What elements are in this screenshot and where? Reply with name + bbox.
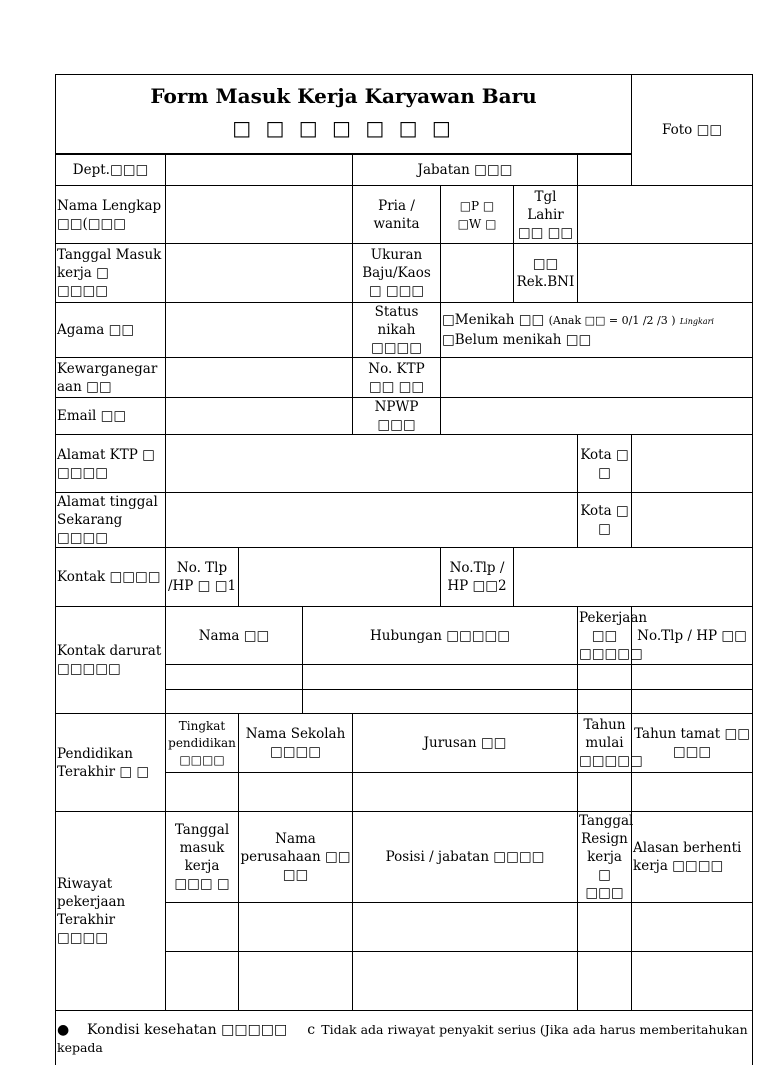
form-title-cell — [56, 75, 632, 154]
lingkari-note: Lingkari — [680, 317, 714, 326]
kontak-label: Kontak □□□□ — [56, 548, 166, 607]
tgl-lahir-label: Tgl Lahir □□ □□ — [514, 186, 578, 244]
email-label: Email □□ — [56, 398, 166, 435]
kota-ktp-label: Kota □ □ — [578, 435, 632, 493]
work-cell[interactable] — [578, 903, 632, 952]
emergency-cell[interactable] — [303, 665, 578, 690]
kota-tinggal-label: Kota □ □ — [578, 493, 632, 548]
emergency-cell[interactable] — [578, 665, 632, 690]
no-tlp-1-label: No. Tlp /HP □ □1 — [166, 548, 239, 607]
work-cell[interactable] — [578, 952, 632, 1011]
nama-lengkap-field[interactable] — [166, 186, 353, 244]
emergency-cell[interactable] — [303, 690, 578, 714]
kota-tinggal-field[interactable] — [632, 493, 753, 548]
work-cell[interactable] — [632, 952, 753, 1011]
work-cell[interactable] — [166, 903, 239, 952]
no-ktp-label: No. KTP □□ □□ — [353, 358, 441, 398]
bullet-icon: ● — [57, 1021, 87, 1039]
pendidikan-label: Pendidikan Terakhir □ □ — [56, 714, 166, 812]
kontak-darurat-label: Kontak darurat □□□□□ — [56, 607, 166, 714]
alamat-ktp-label: Alamat KTP □ □□□□ — [56, 435, 166, 493]
anak-count: (Anak □□ = 0/1 /2 /3 ) — [549, 314, 676, 327]
emergency-col-tlp: No.Tlp / HP □□ — [632, 607, 753, 665]
emergency-col-hubungan: Hubungan □□□□□ — [303, 607, 578, 665]
npwp-label: NPWP □□□ — [353, 398, 441, 435]
education-col-tingkat: Tingkat pendidikan □□□□ — [166, 714, 239, 773]
emergency-col-pekerjaan: Pekerjaan □□ □□□□□ — [578, 607, 632, 665]
work-col-tanggal-masuk: Tanggal masuk kerja □□□ □ — [166, 812, 239, 903]
work-cell[interactable] — [239, 952, 353, 1011]
dept-field[interactable] — [166, 154, 353, 186]
email-field[interactable] — [166, 398, 353, 435]
gender-label: Pria / wanita — [353, 186, 441, 244]
emergency-cell[interactable] — [578, 690, 632, 714]
status-nikah-options[interactable] — [441, 303, 753, 358]
agama-label: Agama □□ — [56, 303, 166, 358]
ukuran-baju-label: Ukuran Baju/Kaos □ □□□ — [353, 244, 441, 303]
no-ktp-field[interactable] — [441, 358, 753, 398]
dept-label: Dept.□□□ — [56, 154, 166, 186]
tanggal-masuk-field[interactable] — [166, 244, 353, 303]
no-tlp-2-field[interactable] — [514, 548, 753, 607]
education-col-tahun-mulai: Tahun mulai □□□□□ — [578, 714, 632, 773]
status-nikah-label: Status nikah □□□□ — [353, 303, 441, 358]
work-cell[interactable] — [632, 903, 753, 952]
kota-ktp-field[interactable] — [632, 435, 753, 493]
alamat-tinggal-label: Alamat tinggal Sekarang □□□□ — [56, 493, 166, 548]
menikah-checkbox[interactable]: □Menikah □□ — [442, 312, 544, 328]
checkbox-icon[interactable]: c — [307, 1021, 321, 1039]
belum-menikah-checkbox[interactable]: □Belum menikah □□ — [442, 332, 591, 348]
employee-entry-form — [55, 74, 752, 1065]
education-cell[interactable] — [632, 773, 753, 812]
kewarganegaraan-field[interactable] — [166, 358, 353, 398]
education-col-sekolah: Nama Sekolah □□□□ — [239, 714, 353, 773]
agama-field[interactable] — [166, 303, 353, 358]
form-title: Form Masuk Kerja Karyawan Baru — [57, 83, 630, 109]
rek-bni-field[interactable] — [578, 244, 753, 303]
nama-lengkap-label: Nama Lengkap □□(□□□ — [56, 186, 166, 244]
alamat-ktp-field[interactable] — [166, 435, 578, 493]
gender-w-checkbox[interactable]: □W □ — [458, 217, 497, 231]
tanggal-masuk-label: Tanggal Masuk kerja □ □□□□ — [56, 244, 166, 303]
emergency-cell[interactable] — [632, 665, 753, 690]
gender-options[interactable] — [441, 186, 514, 244]
kondisi-note: Tidak ada riwayat penyakit serius (Jika ada harus memberitahukan kepada — [57, 1022, 748, 1055]
riwayat-pekerjaan-label: Riwayat pekerjaan Terakhir □□□□ — [56, 812, 166, 1011]
photo-label: Foto □□ — [662, 122, 722, 138]
education-cell[interactable] — [166, 773, 239, 812]
form-subtitle: □ □ □ □ □ □ □ — [57, 119, 630, 137]
no-tlp-2-label: No.Tlp / HP □□2 — [441, 548, 514, 607]
work-cell[interactable] — [353, 903, 578, 952]
form-table — [55, 74, 753, 1065]
rek-bni-label: □□ Rek.BNI — [514, 244, 578, 303]
emergency-cell[interactable] — [632, 690, 753, 714]
education-col-jurusan: Jurusan □□ — [353, 714, 578, 773]
work-cell[interactable] — [166, 952, 239, 1011]
education-cell[interactable] — [353, 773, 578, 812]
work-col-posisi: Posisi / jabatan □□□□ — [353, 812, 578, 903]
work-col-alasan: Alasan berhenti kerja □□□□ — [632, 812, 753, 903]
kewarganegaraan-label: Kewarganegar aan □□ — [56, 358, 166, 398]
kondisi-label: Kondisi kesehatan □□□□□ — [87, 1022, 287, 1038]
work-cell[interactable] — [353, 952, 578, 1011]
jabatan-field[interactable] — [578, 154, 632, 186]
education-cell[interactable] — [578, 773, 632, 812]
jabatan-label: Jabatan □□□ — [353, 154, 578, 186]
tgl-lahir-field[interactable] — [578, 186, 753, 244]
education-cell[interactable] — [239, 773, 353, 812]
no-tlp-1-field[interactable] — [239, 548, 441, 607]
kondisi-kesehatan-row — [56, 1011, 753, 1065]
alamat-tinggal-field[interactable] — [166, 493, 578, 548]
npwp-field[interactable] — [441, 398, 753, 435]
work-col-tanggal-resign: Tanggal Resign kerja □ □□□ — [578, 812, 632, 903]
emergency-cell[interactable] — [166, 665, 303, 690]
gender-p-checkbox[interactable]: □P □ — [460, 199, 495, 213]
work-cell[interactable] — [239, 903, 353, 952]
emergency-cell[interactable] — [166, 690, 303, 714]
work-col-perusahaan: Nama perusahaan □□ □□ — [239, 812, 353, 903]
education-col-tahun-tamat: Tahun tamat □□ □□□ — [632, 714, 753, 773]
ukuran-baju-field[interactable] — [441, 244, 514, 303]
emergency-col-nama: Nama □□ — [166, 607, 303, 665]
photo-box[interactable] — [632, 75, 753, 186]
